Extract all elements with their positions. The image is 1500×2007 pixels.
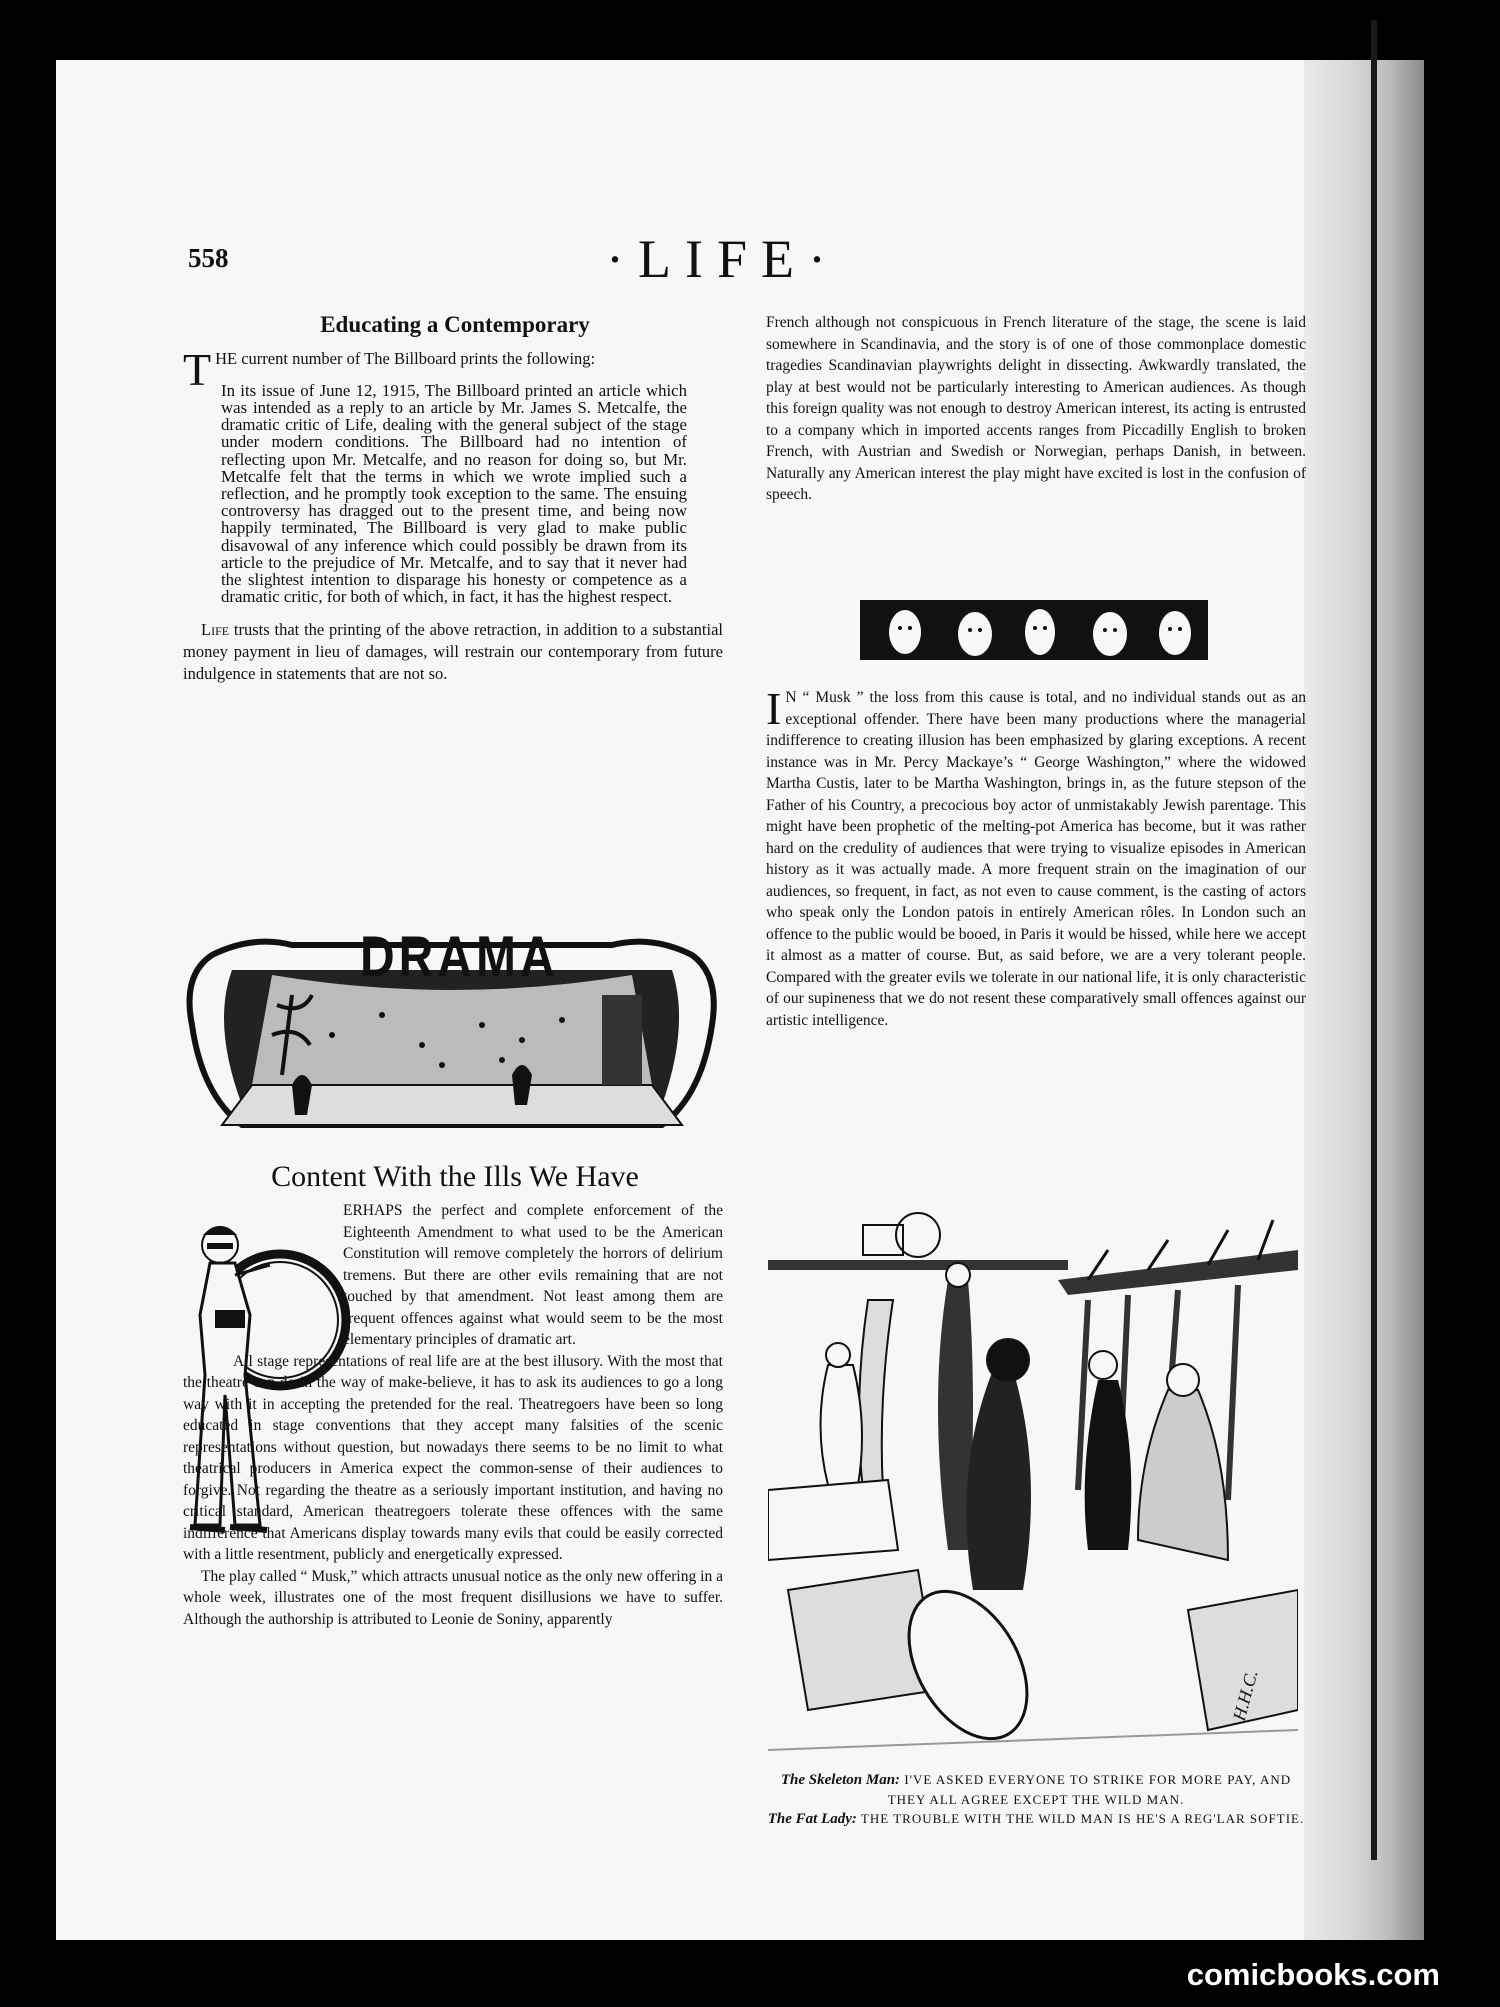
caption-text-fat-lady: THE TROUBLE WITH THE WILD MAN IS HE'S A REG'LAR SOFTIE.: [860, 1811, 1305, 1826]
page-edge-shadow: [1304, 60, 1424, 1940]
caption-speaker-fat-lady: The Fat Lady:: [767, 1811, 857, 1827]
cartoon-signature: H.H.C.: [1228, 1667, 1262, 1723]
caption-speaker-skeleton: The Skeleton Man:: [780, 1772, 901, 1788]
dressing-room-cartoon: [768, 1190, 1298, 1760]
page-fold: [1371, 20, 1377, 1860]
article-closing: Life trusts that the printing of the above retraction, in addition to a substantial money payment in lieu of damages, will restrain our contemporary from future indulgence in statements that are not so.: [183, 620, 723, 684]
article-title-educating: Educating a Contemporary: [320, 312, 590, 337]
article-intro: THE current number of The Billboard prints the following:: [183, 344, 596, 395]
para-french: French although not conspicuous in French literature of the stage, the scene is laid somewhere in Scandinavia, and the story is of one of those commonplace domestic tragedies Scandinavian playwrights delight in dissecting. Awkwardly translated, the play at best would not be particularly interesting to American audiences. As though this foreign quality was not enough to destroy American interest, its acting is entrusted to a company which in imported accents ranges from Piccadilly English to broken French, with Austrian and Swedish or Norwegian, perhaps Danish, in between. Naturally any American interest the play might have excited is lost in the confusion of speech.: [766, 314, 1306, 503]
page-number: 558: [188, 243, 229, 273]
caption-line-1: [766, 1770, 1306, 1809]
article-content-right-bottom: [766, 683, 1306, 1031]
billboard-quote: In its issue of June 12, 1915, The Billboard printed an article which was intended as a reply to an article by Mr. James S. Metcalfe, the dramatic critic of Life, dealing with the general subject of the stage under modern conditions. The Billboard had no intention of reflecting upon Mr. Metcalfe, and no reason for doing so, but Mr. Metcalfe felt that the terms in which we wrote implied such a reflection, and he promptly took exception to the same. The ensuing controversy has dragged out to the present time, and being now happily terminated, The Billboard is very glad to make public disavowal of any inference which could possibly be drawn from its article to the prejudice of Mr. Metcalfe, and to say that it never had the slightest intention to disparage his honesty or competence as a dramatic critic, for both of which, in fact, it has the highest respect.: [221, 380, 687, 607]
para-musk-intro: The play called “ Musk,” which attracts unusual notice as the only new offering in a whole week, illustrates one of the most frequent disillusions we have to suffer. Although the authorship is attributed to Leonie de Soniny, apparently: [183, 1567, 723, 1628]
faces-strip-illustration: [860, 600, 1208, 660]
article-educating: [183, 344, 723, 685]
article-content-right-top: [766, 312, 1306, 506]
para-perhaps: ERHAPS the perfect and complete enforcement of the Eighteenth Amendment to what used to be the American Constitution will remove completely the horrors of delirium tremens. But there are other evils remaining that are not touched by that amendment. Not least among them are frequent offences against what would seem to be the most elementary principles of dramatic art.: [343, 1202, 723, 1348]
watermark-comicbooks: comicbooks.com: [1186, 1957, 1440, 1992]
drop-cap-t: T: [183, 344, 212, 395]
article-title-content: Content With the Ills We Have: [271, 1160, 639, 1193]
masthead-life: ·LIFE·: [606, 229, 840, 289]
article-content-left: [183, 1200, 723, 1630]
para-musk-loss: I N “ Musk ” the loss from this cause is total, and no individual stands out as an exceptional offender. There have been many productions where the managerial indifference to creating illusion has been emphasized by glaring exceptions. A recent instance was in Mr. Percy Mackaye’s “ George Washington,” where the widowed Martha Custis, later to be Martha Washington, brings in, as the future stepson of the Father of his Country, a precocious boy actor of unmistakably Jewish parentage. This might have been prophetic of the melting-pot America has become, but it was rather hard on the credulity of audiences that were trying to visualize episodes in American history as it was actually made. A more frequent strain on the imagination of our audiences, so frequent, in fact, as not even to cause comment, is the casting of actors who speak only the London patois in entirely American rôles. In London such an offence to the public would be booed, in Paris it would be hissed, while here we accept it almost as a matter of course. But, as said before, we are a very tolerant people. Compared with the greater evils we tolerate in our national life, it is only characteristic of our supineness that we do not resent these comparatively small offences against our artistic intelligence.: [766, 683, 1306, 1029]
drama-banner-word: DRAMA: [360, 925, 559, 990]
caption-line-2: [766, 1809, 1306, 1829]
caption-text-skeleton: I'VE ASKED EVERYONE TO STRIKE FOR MORE PAY, AND THEY ALL AGREE EXCEPT THE WILD MAN.: [887, 1772, 1292, 1807]
cartoon-caption: [766, 1770, 1306, 1829]
para-illusory: All stage representations of real life are at the best illusory. With the most that the theatre can do in the way of make-believe, it has to ask its audiences to go a long way with it in accepting the pretended for the real. Theatregoers have been so long educated in stage conventions that they accept many falsities of the scenic representations without question, but nowadays there seems to be no limit to what theatrical producers in America expect the common-sense of their audiences to forgive. Not regarding the theatre as a seriously important institution, and having no critical standard, American theatregoers tolerate these offences with the same indifference that Americans display towards many evils that could be easily corrected with a little resentment, publicly and energetically expressed.: [183, 1352, 723, 1563]
drop-cap-i: I: [766, 683, 782, 734]
